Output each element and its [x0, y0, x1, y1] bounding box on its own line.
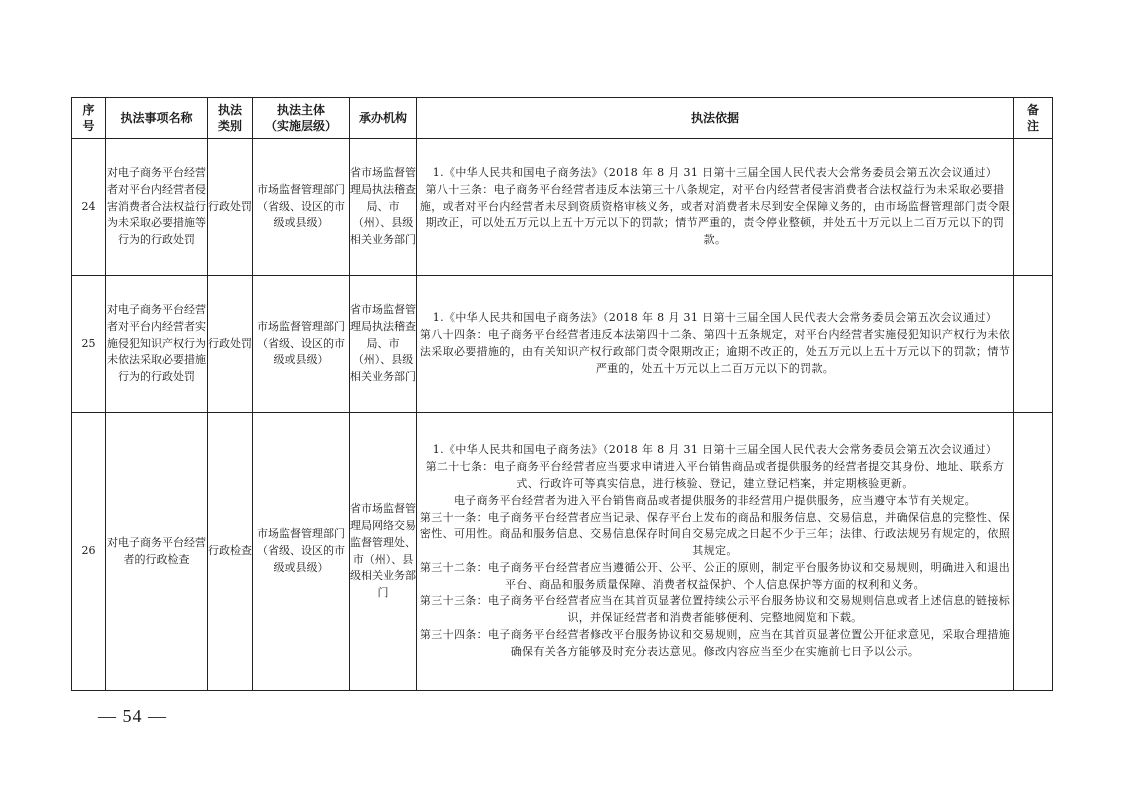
header-name-label: 执法事项名称	[120, 111, 193, 125]
page-number: — 54 —	[98, 706, 167, 726]
header-subject	[253, 98, 350, 139]
row-agency: 省市场监督管理局网络交易监督管理处、市（州）、县级相关业务部门	[350, 413, 417, 691]
basis-paragraph: 第八十四条：电子商务平台经营者违反本法第四十二条、第四十五条规定，对平台内经营者实施侵犯知识产权行为未依法采取必要措施的，由有关知识产权行政部门责令限期改正；逾期不改正的，处五万元以上五十万元以下的罚款；情节严重的，处五十万元以上二百万元以下的罚款。	[419, 328, 1011, 375]
basis-paragraph: 1.《中华人民共和国电子商务法》（2018 年 8 月 31 日第十三届全国人民代表大会常务委员会第五次会议通过）	[432, 166, 998, 179]
header-agency-label: 承办机构	[358, 111, 407, 125]
table-row	[72, 276, 1053, 413]
row-category: 行政处罚	[208, 139, 253, 276]
header-subject-label: 执法主体 （实施层级）	[264, 103, 337, 133]
basis-paragraph: 第二十七条：电子商务平台经营者应当要求申请进入平台销售商品或者提供服务的经营者提交其身份、地址、联系方式、行政许可等真实信息，进行核验、登记，建立登记档案，并定期核验更新。	[425, 460, 1005, 490]
table-header-row	[72, 98, 1053, 139]
row-item-name: 对电子商务平台经营者对平台内经营者侵害消费者合法权益行为未采取必要措施等行为的行政处罚	[106, 139, 208, 276]
basis-paragraph: 第三十三条：电子商务平台经营者应当在其首页显著位置持续公示平台服务协议和交易规则信息或者上述信息的链接标识，并保证经营者和消费者能够便利、完整地阅览和下载。	[419, 594, 1011, 625]
header-category	[208, 98, 253, 139]
row-basis	[417, 276, 1014, 413]
row-note	[1014, 139, 1053, 276]
row-item-name: 对电子商务平台经营者的行政检查	[106, 413, 208, 691]
row-basis	[417, 413, 1014, 691]
header-basis-label: 执法依据	[690, 111, 739, 125]
header-no-label: 序 号	[82, 103, 95, 133]
row-note	[1014, 276, 1053, 413]
row-no: 24	[72, 139, 106, 276]
row-item-name: 对电子商务平台经营者对平台内经营者实施侵犯知识产权行为未依法采取必要措施行为的行政处罚	[106, 276, 208, 413]
row-category: 行政处罚	[208, 276, 253, 413]
row-category: 行政检查	[208, 413, 253, 691]
basis-paragraph: 第八十三条：电子商务平台经营者违反本法第三十八条规定，对平台内经营者侵害消费者合法权益行为未采取必要措施，或者对平台内经营者未尽到资质资格审核义务，或者对消费者未尽到安全保障义务的，由市场监督管理部门责令限期改正，可以处五万元以上五十万元以下的罚款；情节严重的，责令停业整顿，并处五十万元以上二百万元以下的罚款。	[419, 182, 1011, 247]
row-no: 25	[72, 276, 106, 413]
row-agency: 省市场监督管理局执法稽查局、市（州）、县级相关业务部门	[350, 139, 417, 276]
enforcement-items-table	[71, 97, 1053, 691]
header-note-label: 备 注	[1026, 103, 1039, 133]
row-subject: 市场监督管理部门（省级、设区的市级或县级）	[253, 413, 350, 691]
row-subject: 市场监督管理部门（省级、设区的市级或县级）	[253, 139, 350, 276]
row-note	[1014, 413, 1053, 691]
header-no	[72, 98, 106, 139]
header-category-label: 执法 类别	[217, 103, 242, 133]
basis-paragraph: 1.《中华人民共和国电子商务法》（2018 年 8 月 31 日第十三届全国人民代表大会常务委员会第五次会议通过）	[432, 311, 998, 325]
basis-paragraph: 第三十二条：电子商务平台经营者应当遵循公开、公平、公正的原则，制定平台服务协议和交易规则，明确进入和退出平台、商品和服务质量保障、消费者权益保护、个人信息保护等方面的权利和义务。	[419, 560, 1011, 591]
header-basis	[417, 98, 1014, 139]
row-agency: 省市场监督管理局执法稽查局、市（州）、县级相关业务部门	[350, 276, 417, 413]
basis-paragraph: 第三十一条：电子商务平台经营者应当记录、保存平台上发布的商品和服务信息、交易信息，并确保信息的完整性、保密性、可用性。商品和服务信息、交易信息保存时间自交易完成之日起不少于三年；法律、行政法规另有规定的，依照其规定。	[419, 510, 1011, 558]
header-agency	[350, 98, 417, 139]
table-row	[72, 139, 1053, 276]
basis-paragraph: 电子商务平台经营者为进入平台销售商品或者提供服务的非经营用户提供服务，应当遵守本节有关规定。	[453, 493, 977, 507]
basis-paragraph: 1.《中华人民共和国电子商务法》（2018 年 8 月 31 日第十三届全国人民代表大会常务委员会第五次会议通过）	[432, 443, 998, 457]
basis-paragraph: 第三十四条：电子商务平台经营者修改平台服务协议和交易规则，应当在其首页显著位置公开征求意见，采取合理措施确保有关各方能够及时充分表达意见。修改内容应当至少在实施前七日予以公示。	[419, 628, 1011, 658]
row-basis	[417, 139, 1014, 276]
row-subject: 市场监督管理部门（省级、设区的市级或县级）	[253, 276, 350, 413]
header-note	[1014, 98, 1053, 139]
header-name	[106, 98, 208, 139]
row-no: 26	[72, 413, 106, 691]
table-row	[72, 413, 1053, 691]
